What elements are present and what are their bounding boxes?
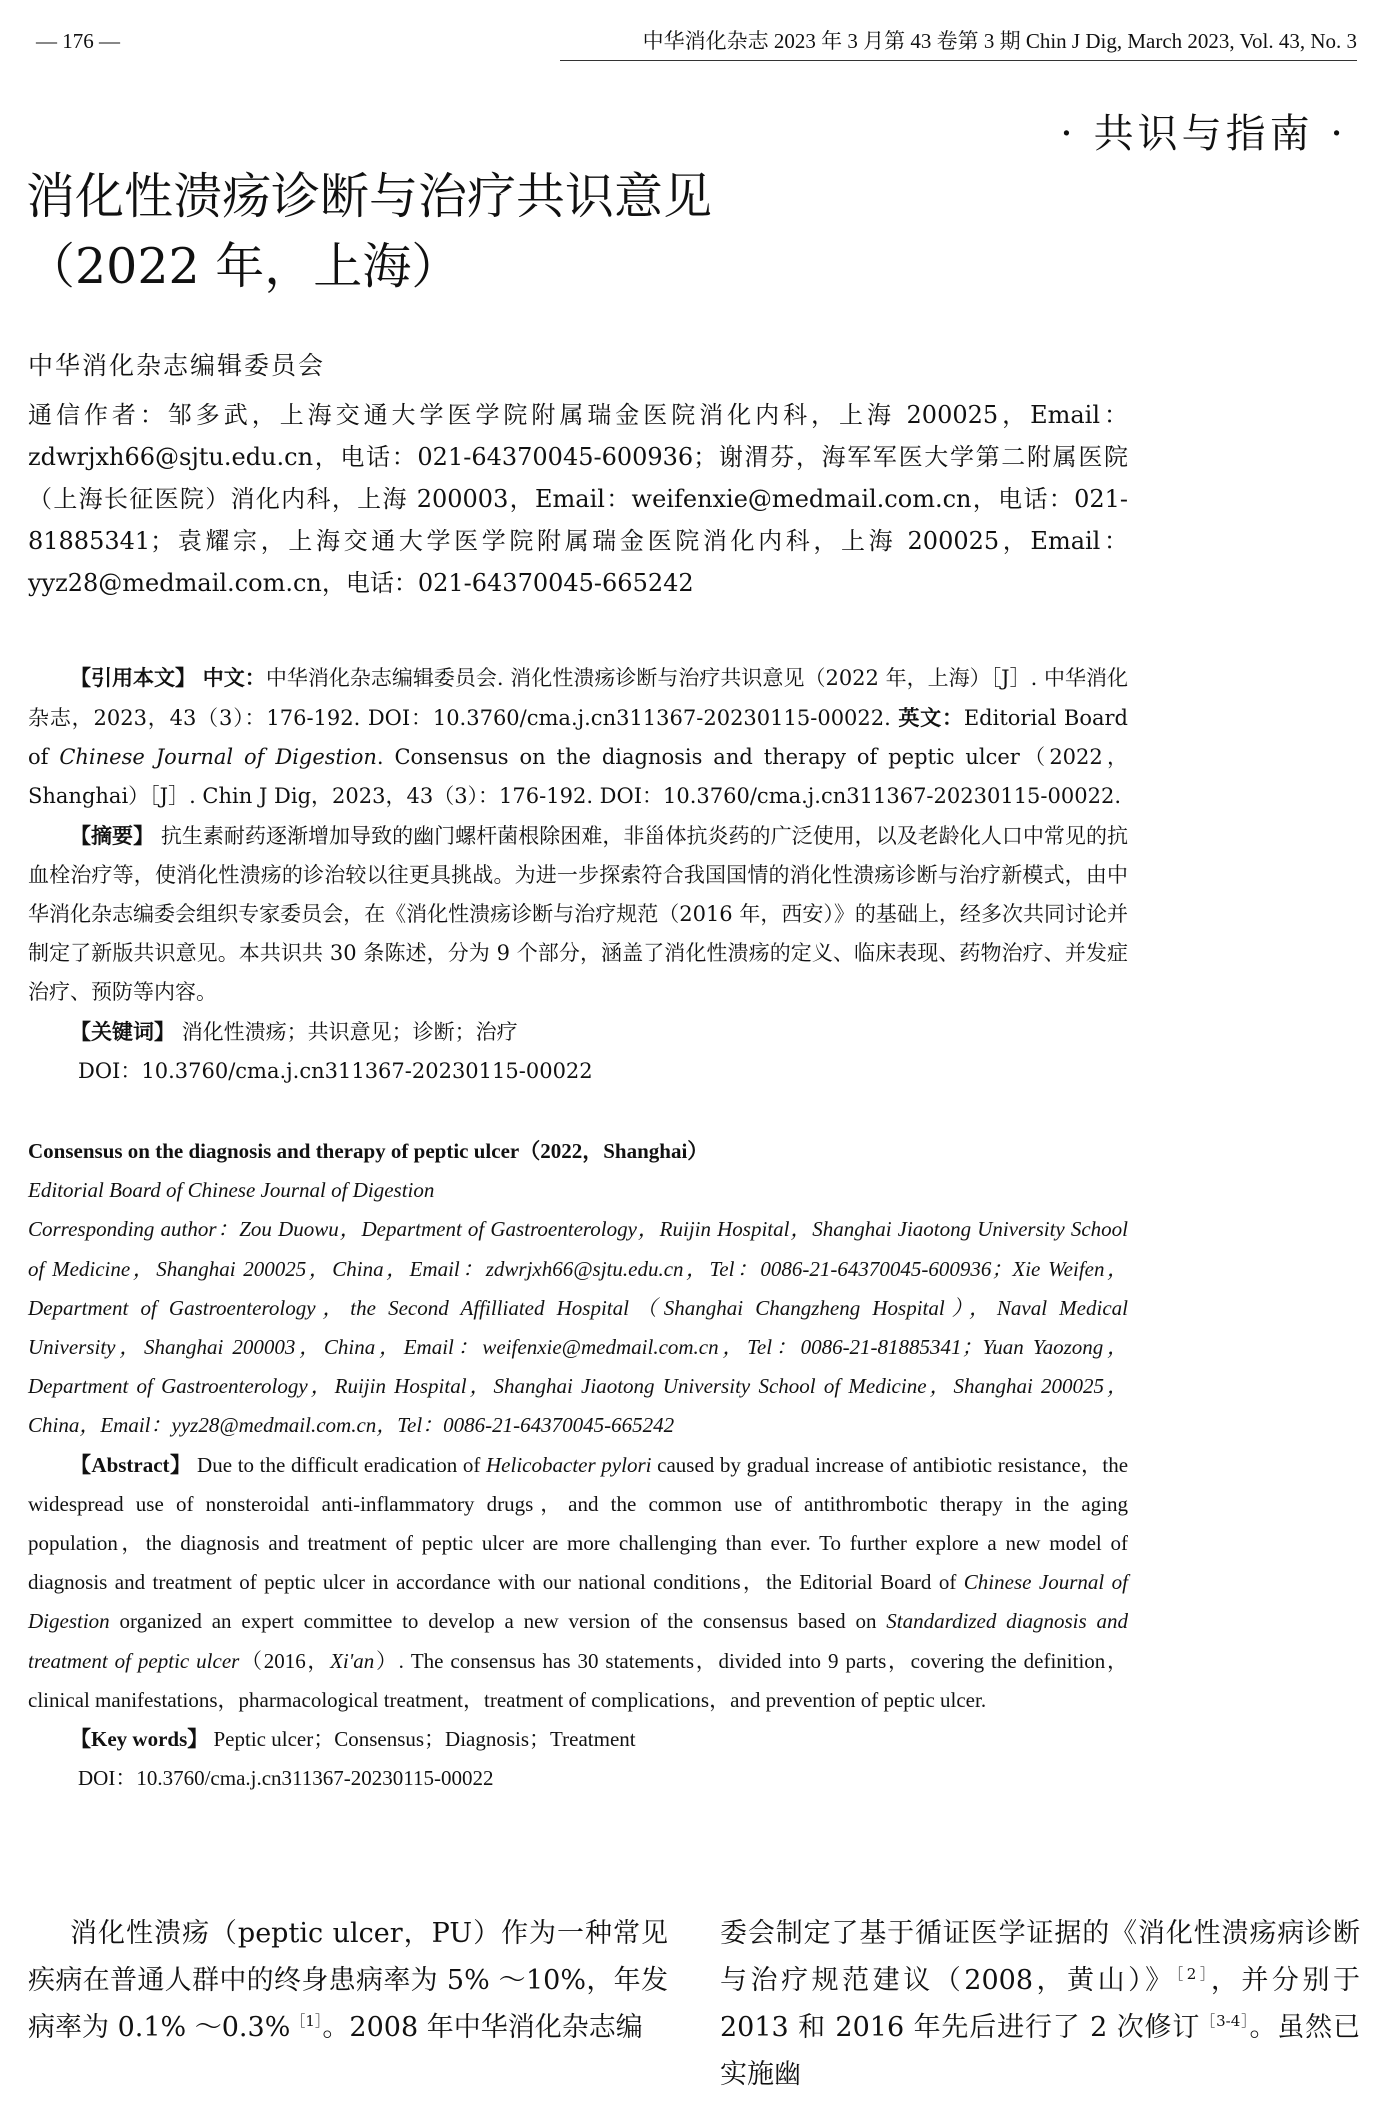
english-keywords	[28, 1720, 1128, 1759]
abstract-cn	[28, 816, 1128, 1012]
english-abstract-4: （2016，	[239, 1648, 331, 1673]
title-line-1: 消化性溃疡诊断与治疗共识意见	[26, 168, 713, 225]
english-keywords-text: Peptic ulcer；Consensus；Diagnosis；Treatment	[213, 1727, 636, 1752]
keywords-cn	[28, 1012, 1128, 1052]
english-abstract-5: ）. The consensus has 30 statements，divided into 9 parts，covering the definition，clinical manifestations，pharmacological treatment，treatment of complications，and prevention of peptic ulcer.	[28, 1648, 1129, 1712]
article-title	[26, 162, 976, 302]
column-label: · 共识与指南 ·	[1060, 111, 1347, 157]
citation	[28, 658, 1128, 816]
citation-cn-text: 中华消化杂志编辑委员会. 消化性溃疡诊断与治疗共识意见（2022 年，上海）［J］. 中华消化杂志，2023，43（3）：176-192. DOI：10.3760/cma.j.cn311367-20230115-00022.	[28, 666, 1128, 730]
english-abstract-std: Standardized diagnosis and treatment of peptic ulcer	[28, 1609, 1128, 1673]
body-paragraph	[28, 1910, 668, 2051]
citation-en-journal: Chinese Journal of Digestion	[59, 745, 377, 769]
journal-header: 中华消化杂志 2023 年 3 月第 43 卷第 3 期 Chin J Dig, March 2023, Vol. 43, No. 3	[642, 29, 1357, 53]
english-abstract-journal: Chinese Journal of Digestion	[28, 1570, 1128, 1634]
english-abstract	[28, 1446, 1128, 1720]
body-right-text-1: 委会制定了基于循证医学证据的《消化性溃疡病诊断与治疗规范建议（2008，黄山）》	[720, 1918, 1360, 1996]
reference-marker: ［2］	[1175, 1965, 1211, 1983]
english-abstract-3: organized an expert committee to develop a new version of the consensus based on	[109, 1609, 887, 1634]
english-abstract-2: caused by gradual increase of antibiotic resistance，the widespread use of nonsteroidal anti-inflammatory drugs，and the common use of antithrombotic therapy in the aging population，the diagnosis and treatment of peptic ulcer are more challenging than ever. To further explore a new model of diagnosis and treatment of peptic ulcer in accordance with our national conditions，the Editorial Board of	[28, 1452, 1129, 1595]
page-number: — 176 —	[36, 29, 120, 53]
body-column-right	[720, 1910, 1360, 2098]
english-abstract-xian: Xi'an	[330, 1648, 375, 1673]
body-left-text-2: 。2008 年中华消化杂志编	[322, 2012, 643, 2043]
body-column-left	[28, 1910, 668, 2051]
citation-en-text-2: . Consensus on the diagnosis and therapy of peptic ulcer（2022，Shanghai）［J］. Chin J Dig，2023，43（3）：176-192. DOI：10.3760/cma.j.cn311367-20230115-00022.	[28, 745, 1129, 808]
doi-cn: DOI：10.3760/cma.j.cn311367-20230115-00022	[78, 1059, 593, 1083]
body-right-text-3: 。虽然已实施幽	[720, 2012, 1360, 2090]
correspondence: 通信作者：邹多武，上海交通大学医学院附属瑞金医院消化内科，上海 200025，Email：zdwrjxh66@sjtu.edu.cn，电话：021-64370045-600936；谢渭芬，海军军医大学第二附属医院（上海长征医院）消化内科，上海 200003，Email：weifenxie@medmail.com.cn，电话：021-81885341；袁耀宗，上海交通大学医学院附属瑞金医院消化内科，上海 200025，Email：yyz28@medmail.com.cn，电话：021-64370045-665242	[28, 401, 1128, 597]
english-abstract-hp: Helicobacter pylori	[486, 1452, 652, 1477]
chinese-front-matter	[28, 658, 1128, 1091]
english-author: Editorial Board of Chinese Journal of Digestion	[28, 1178, 435, 1203]
english-doi: DOI：10.3760/cma.j.cn311367-20230115-00022	[78, 1766, 494, 1791]
reference-marker: ［3-4］	[1200, 2012, 1250, 2030]
citation-cn-label: 中文：	[202, 665, 266, 690]
body-right-text-2: ，并分别于 2013 和 2016 年先后进行了 2 次修订	[720, 1965, 1360, 2043]
english-abstract-1: Due to the difficult eradication of	[197, 1452, 487, 1477]
title-line-2: （2022 年，上海）	[26, 238, 461, 295]
body-left-text-1: 消化性溃疡（peptic ulcer，PU）作为一种常见疾病在普通人群中的终身患病率为 5% ～10%，年发病率为 0.1% ～0.3%	[28, 1918, 668, 2043]
abstract-cn-text: 抗生素耐药逐渐增加导致的幽门螺杆菌根除困难，非甾体抗炎药的广泛使用，以及老龄化人口中常见的抗血栓治疗等，使消化性溃疡的诊治较以往更具挑战。为进一步探索符合我国国情的消化性溃疡诊断与治疗新模式，由中华消化杂志编委会组织专家委员会，在《消化性溃疡诊断与治疗规范（2016 年，西安）》的基础上，经多次共同讨论并制定了新版共识意见。本共识共 30 条陈述，分为 9 个部分，涵盖了消化性溃疡的定义、临床表现、药物治疗、并发症治疗、预防等内容。	[28, 824, 1128, 1004]
author-organization: 中华消化杂志编辑委员会	[28, 351, 326, 380]
citation-en-label: 英文：	[898, 705, 964, 730]
keywords-cn-label: 【关键词】	[70, 1019, 175, 1044]
body-paragraph-continued	[720, 1910, 1360, 2098]
reference-marker: ［1］	[290, 2012, 323, 2030]
english-abstract-label: 【Abstract】	[70, 1452, 192, 1477]
abstract-cn-label: 【摘要】	[70, 823, 155, 848]
english-keywords-label: 【Key words】	[70, 1727, 209, 1752]
citation-label: 【引用本文】	[70, 665, 197, 690]
english-title: Consensus on the diagnosis and therapy of peptic ulcer（2022，Shanghai）	[28, 1139, 709, 1163]
english-corresponding: Corresponding author：Zou Duowu，Department of Gastroenterology，Ruijin Hospital，Shanghai Jiaotong University School of Medicine，Shanghai 200025，China，Email：zdwrjxh66@sjtu.edu.cn，Tel：0086-21-64370045-600936；Xie Weifen，Department of Gastroenterology，the Second Affilliated Hospital（Shanghai Changzheng Hospital），Naval Medical University，Shanghai 200003，China，Email：weifenxie@medmail.com.cn，Tel：0086-21-81885341；Yuan Yaozong，Department of Gastroenterology，Ruijin Hospital，Shanghai Jiaotong University School of Medicine，Shanghai 200025，China，Email：yyz28@medmail.com.cn，Tel：0086-21-64370045-665242	[28, 1217, 1128, 1438]
header-rule	[560, 60, 1357, 61]
english-front-matter	[28, 1132, 1128, 1798]
keywords-cn-text: 消化性溃疡；共识意见；诊断；治疗	[181, 1020, 518, 1044]
citation-en-text-1: Editorial Board of	[28, 706, 1128, 769]
